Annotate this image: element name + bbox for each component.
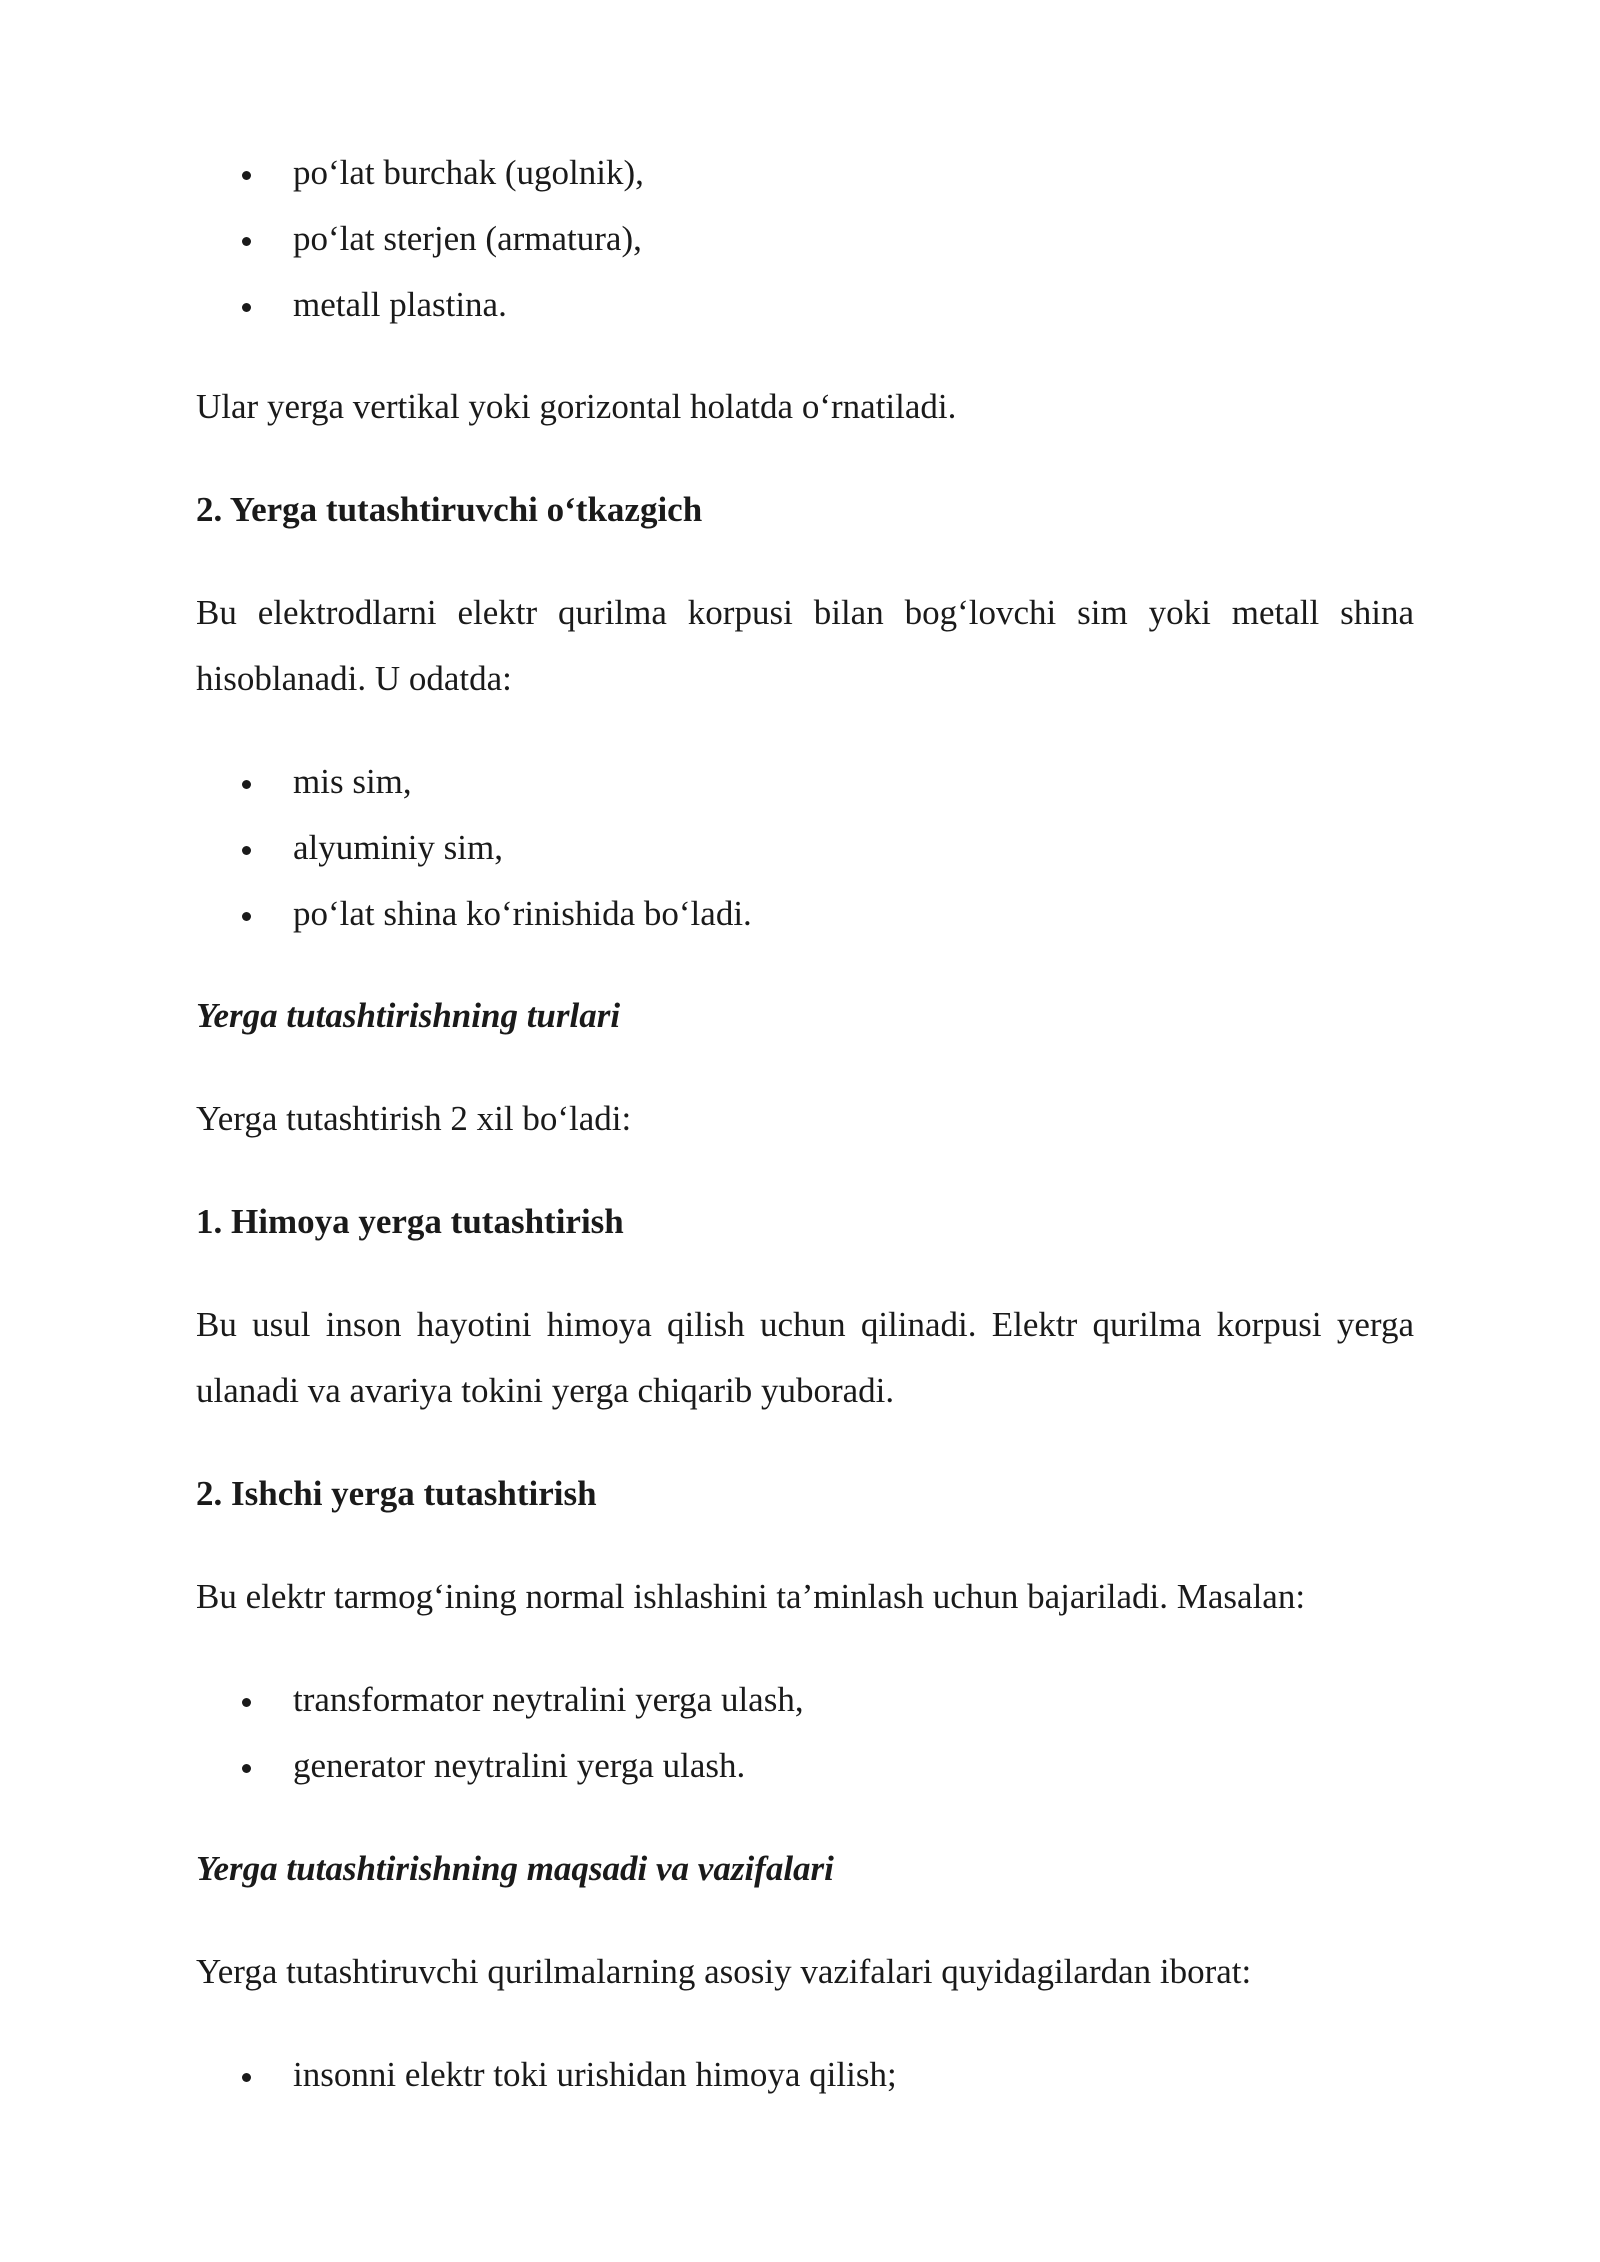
section-heading: 1. Himoya yerga tutashtirish	[196, 1202, 624, 1241]
paragraph: Bu elektr tarmog‘ining normal ishlashini ta’minlash uchun bajariladi. Masalan:	[196, 1577, 1306, 1616]
bullet-icon	[242, 1764, 251, 1773]
bullet-list-examples	[196, 1667, 1414, 1799]
list-item	[196, 881, 1414, 947]
list-item-text: po‘lat sterjen (armatura),	[293, 219, 642, 258]
paragraph: Yerga tutashtiruvchi qurilmalarning asosiy vazifalari quyidagilardan iborat:	[196, 1952, 1252, 1991]
paragraph: Ular yerga vertikal yoki gorizontal holatda o‘rnatiladi.	[196, 387, 957, 426]
paragraph: Bu usul inson hayotini himoya qilish uchun qilinadi. Elektr qurilma korpusi yerga ulanadi va avariya tokini yerga chiqarib yuboradi.	[196, 1305, 1414, 1410]
list-item-text: mis sim,	[293, 762, 412, 801]
list-item	[196, 1667, 1414, 1733]
bullet-list-conductor-types	[196, 749, 1414, 947]
bullet-icon	[242, 780, 251, 789]
list-item-text: po‘lat shina ko‘rinishida bo‘ladi.	[293, 894, 752, 933]
bullet-icon	[242, 1698, 251, 1707]
subsection-heading: Yerga tutashtirishning maqsadi va vazifalari	[196, 1849, 834, 1888]
bullet-icon	[242, 912, 251, 921]
list-item-text: transformator neytralini yerga ulash,	[293, 1680, 804, 1719]
bullet-list-electrode-materials	[196, 140, 1414, 338]
bullet-icon	[242, 303, 251, 312]
bullet-list-tasks	[196, 2042, 1414, 2108]
list-item-text: generator neytralini yerga ulash.	[293, 1746, 746, 1785]
bullet-icon	[242, 237, 251, 246]
list-item-text: alyuminiy sim,	[293, 828, 503, 867]
bullet-icon	[242, 2073, 251, 2082]
list-item	[196, 272, 1414, 338]
bullet-icon	[242, 171, 251, 180]
list-item	[196, 2042, 1414, 2108]
list-item-text: metall plastina.	[293, 285, 507, 324]
list-item-text: insonni elektr toki urishidan himoya qilish;	[293, 2055, 897, 2094]
list-item	[196, 815, 1414, 881]
section-heading: 2. Ishchi yerga tutashtirish	[196, 1474, 597, 1513]
paragraph: Bu elektrodlarni elektr qurilma korpusi bilan bog‘lovchi sim yoki metall shina hisoblanadi. U odatda:	[196, 593, 1414, 698]
list-item	[196, 206, 1414, 272]
paragraph: Yerga tutashtirish 2 xil bo‘ladi:	[196, 1099, 632, 1138]
list-item	[196, 1733, 1414, 1799]
section-heading: 2. Yerga tutashtiruvchi o‘tkazgich	[196, 490, 703, 529]
list-item	[196, 140, 1414, 206]
list-item-text: po‘lat burchak (ugolnik),	[293, 153, 644, 192]
subsection-heading: Yerga tutashtirishning turlari	[196, 996, 621, 1035]
list-item	[196, 749, 1414, 815]
bullet-icon	[242, 846, 251, 855]
